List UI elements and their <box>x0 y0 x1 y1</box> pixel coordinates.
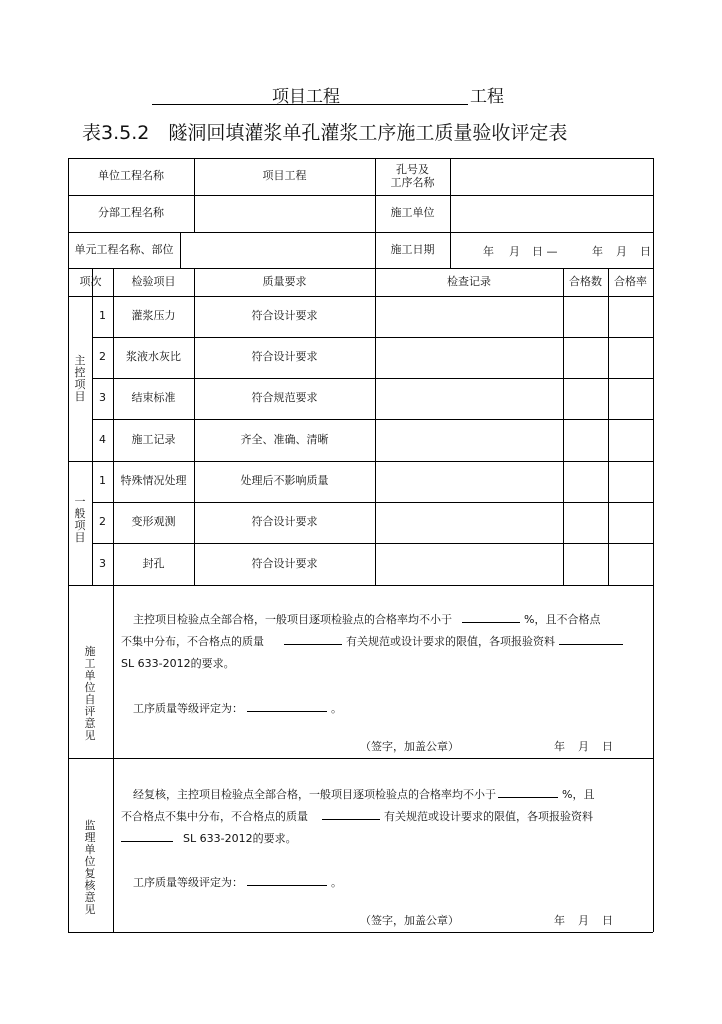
main-item-req-4: 齐全、准确、清晰 <box>240 432 329 446</box>
general-item-req-3: 符合设计要求 <box>251 556 318 570</box>
main-item-name-1: 灌浆压力 <box>131 309 176 323</box>
self-eval-date-year: 年 <box>554 740 565 753</box>
general-item-name-1: 特殊情况处理 <box>120 474 187 488</box>
general-item-req-2: 符合设计要求 <box>251 515 318 529</box>
supervisor-eval-line1: 经复核，主控项目检验点全部合格，一般项目逐项检验点的合格率均不小于 %，且 <box>133 788 595 801</box>
col-item-no: 项次 <box>79 274 102 288</box>
title-line <box>152 82 512 106</box>
col-qualified-rate: 合格率 <box>614 274 647 288</box>
self-eval-grade-line: 工序质量等级评定为： 。 <box>133 702 342 715</box>
general-item-name-3: 封孔 <box>142 556 165 570</box>
self-eval-label: 施工单位自评意见 <box>84 645 96 742</box>
main-group-label: 主控项目 <box>74 354 86 403</box>
main-item-name-3: 结束标准 <box>131 391 176 405</box>
main-item-name-2: 浆液水灰比 <box>126 350 181 364</box>
sub-project-label: 分部工程名称 <box>98 206 164 220</box>
date-day-start: 日 — <box>532 245 558 258</box>
main-item-req-1: 符合设计要求 <box>251 309 318 323</box>
general-group-label: 一般项目 <box>74 495 86 544</box>
main-item-no-2: 2 <box>99 350 106 364</box>
element-project-value[interactable] <box>180 232 375 268</box>
col-qualified-count: 合格数 <box>569 274 602 288</box>
self-eval-sign: （签字，加盖公章） <box>360 740 459 753</box>
main-item-no-4: 4 <box>99 432 106 446</box>
supervisor-eval-grade-blank[interactable] <box>247 875 327 886</box>
supervisor-eval-quality-blank[interactable] <box>322 809 380 820</box>
table-title: 表3.5.2 隧洞回填灌浆单孔灌浆工序施工质量验收评定表 <box>82 122 568 144</box>
general-item-no-1: 1 <box>99 474 106 488</box>
general-item-name-2: 变形观测 <box>131 515 176 529</box>
sub-project-value[interactable] <box>194 195 375 232</box>
construction-unit-label: 施工单位 <box>390 206 435 220</box>
main-item-name-4: 施工记录 <box>131 432 176 446</box>
self-eval-line1: 主控项目检验点全部合格，一般项目逐项检验点的合格率均不小于 %，且不合格点 <box>133 613 601 626</box>
date-day-end: 日 <box>640 245 651 258</box>
self-eval-quality-blank[interactable] <box>284 634 342 645</box>
general-item-req-1: 处理后不影响质量 <box>240 474 329 488</box>
col-inspection-record: 检查记录 <box>447 274 491 288</box>
self-eval-grade-blank[interactable] <box>247 701 327 712</box>
element-project-label: 单元工程名称、部位 <box>74 242 174 256</box>
supervisor-eval-date-day: 日 <box>602 914 613 927</box>
hole-label <box>375 158 450 195</box>
unit-project-value[interactable]: 项目工程 <box>262 169 307 183</box>
hole-value[interactable] <box>450 158 653 195</box>
self-eval-date-day: 日 <box>602 740 613 753</box>
date-month-start: 月 <box>509 245 520 258</box>
supervisor-eval-sign: （签字，加盖公章） <box>360 914 459 927</box>
self-eval-rate-blank[interactable] <box>462 612 520 623</box>
self-eval-line2: 不集中分布，不合格点的质量 有关规范或设计要求的限值，各项报验资料 <box>121 631 623 653</box>
supervisor-eval-date-month: 月 <box>578 914 589 927</box>
supervisor-eval-grade-line: 工序质量等级评定为： 。 <box>133 876 342 889</box>
construction-unit-value[interactable] <box>450 195 653 232</box>
date-year-end: 年 <box>592 245 603 258</box>
construction-date-label: 施工日期 <box>390 242 435 256</box>
supervisor-eval-line3: SL 633-2012的要求。 <box>121 828 297 850</box>
supervisor-eval-rate-blank[interactable] <box>498 787 558 798</box>
self-eval-line3: SL 633-2012的要求。 <box>121 657 235 670</box>
supervisor-eval-label: 监理单位复核意见 <box>84 819 96 916</box>
main-item-req-3: 符合规范要求 <box>251 391 318 405</box>
general-item-no-2: 2 <box>99 515 106 529</box>
title-project: 项目工程 <box>272 87 340 107</box>
construction-date-value[interactable] <box>450 232 653 268</box>
supervisor-eval-date-year: 年 <box>554 914 565 927</box>
hole-label-line2: 工序名称 <box>390 175 435 189</box>
date-month-end: 月 <box>616 245 627 258</box>
col-inspection-item: 检验项目 <box>131 274 176 288</box>
title-suffix: 工程 <box>470 87 504 107</box>
col-quality-requirement: 质量要求 <box>262 274 307 288</box>
self-eval-docs-blank[interactable] <box>559 634 623 645</box>
main-item-no-3: 3 <box>99 391 106 405</box>
hole-label-line1: 孔号及 <box>396 162 429 176</box>
unit-project-label: 单位工程名称 <box>98 169 164 183</box>
self-eval-date-month: 月 <box>578 740 589 753</box>
supervisor-eval-line2: 不合格点不集中分布，不合格点的质量 有关规范或设计要求的限值，各项报验资料 <box>121 810 593 823</box>
supervisor-eval-docs-blank[interactable] <box>121 831 173 842</box>
main-item-req-2: 符合设计要求 <box>251 350 318 364</box>
general-item-no-3: 3 <box>99 556 106 570</box>
main-item-no-1: 1 <box>99 309 106 323</box>
date-year-start: 年 <box>483 245 494 258</box>
